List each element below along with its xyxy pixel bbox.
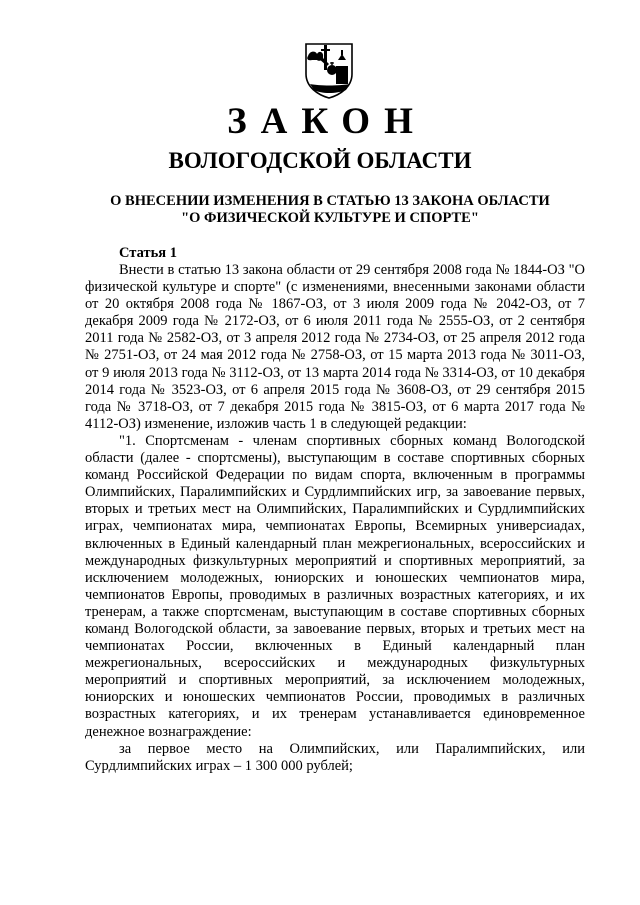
article-paragraph-2: "1. Спортсменам - членам спортивных сборных команд Вологодской области (далее - спортсмены), выступающим в составе спортивных сборных команд Российской Федерации по видам спорта, включенным в программы Олимпийских, Паралимпийских и Сурдлимпийских игр, за завоевание первых, вторых и третьих мест на Олимпийских, Паралимпийских и Сурдлимпийских играх, чемпионатах мира, чемпионатах Европы, Всемирных универсиадах, включенных в Единый календарный план межрегиональных, всероссийских и международных физкультурных мероприятий и спортивных мероприятий, за исключением молодежных, юниорских и юношеских чемпионатов мира, чемпионатов Европы, проводимых в различных возрастных категориях, и их тренерам, а также спортсменам, выступающим в составе спортивных сборных команд Вологодской области, за завоевание первых, вторых и третьих мест на чемпионатах России, включенных в Единый календарный план межрегиональных, всероссийских и международных физкультурных мероприятий и спортивных мероприятий, за исключением молодежных, юниорских и юношеских чемпионатов России, проводимых в различных возрастных категориях, и их тренерам устанавливается единовременное денежное вознаграждение: [85, 432, 585, 740]
article-body [85, 262, 585, 775]
coat-of-arms-icon [300, 40, 358, 100]
region-title: ВОЛОГОДСКОЙ ОБЛАСТИ [168, 148, 472, 173]
article-paragraph-3: за первое место на Олимпийских, или Паралимпийских, или Сурдлимпийских играх – 1 300 000 рублей; [85, 740, 585, 774]
subtitle-line-1: О ВНЕСЕНИИ ИЗМЕНЕНИЯ В СТАТЬЮ 13 ЗАКОНА ОБЛАСТИ [110, 193, 550, 209]
document-title: ЗАКОН [227, 101, 427, 142]
article-paragraph-1: Внести в статью 13 закона области от 29 сентября 2008 года № 1844-ОЗ "О физической культуре и спорте" (с изменениями, внесенными законами области от 20 октября 2008 года № 1867-ОЗ, от 3 июля 2009 года № 2042-ОЗ, от 7 декабря 2009 года № 2172-ОЗ, от 6 июля 2011 года № 2555-ОЗ, от 2 сентября 2011 года № 2582-ОЗ, от 3 апреля 2012 года № 2734-ОЗ, от 25 апреля 2012 года № 2751-ОЗ, от 24 мая 2012 года № 2758-ОЗ, от 15 марта 2013 года № 3011-ОЗ, от 9 июля 2013 года № 3112-ОЗ, от 13 марта 2014 года № 3314-ОЗ, от 10 декабря 2014 года № 3523-ОЗ, от 6 апреля 2015 года № 3608-ОЗ, от 29 сентября 2015 года № 3718-ОЗ, от 7 декабря 2015 года № 3815-ОЗ, от 6 марта 2017 года № 4112-ОЗ) изменение, изложив часть 1 в следующей редакции: [85, 262, 585, 432]
article-heading: Статья 1 [119, 245, 177, 261]
law-subtitle [60, 193, 600, 227]
subtitle-line-2: "О ФИЗИЧЕСКОЙ КУЛЬТУРЕ И СПОРТЕ" [181, 210, 479, 226]
